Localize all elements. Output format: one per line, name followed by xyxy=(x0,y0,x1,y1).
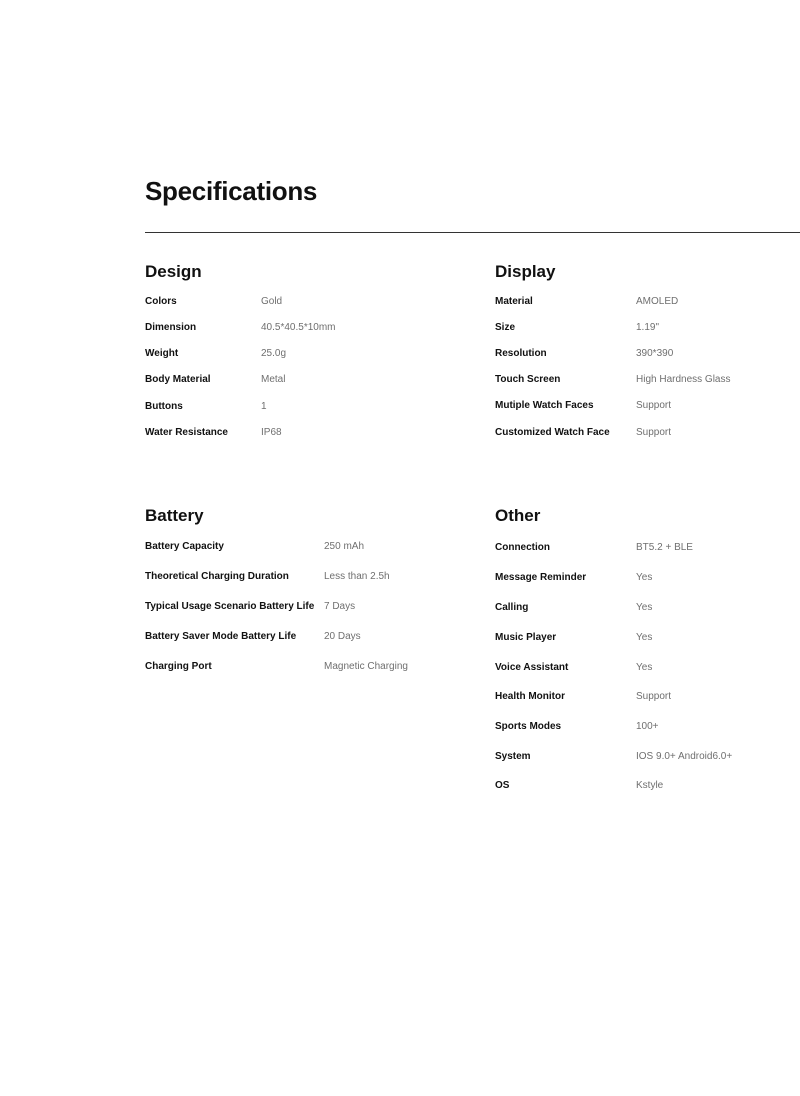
spec-label: Resolution xyxy=(495,348,547,359)
section-battery xyxy=(145,506,465,686)
spec-label: OS xyxy=(495,780,510,791)
spec-label: Battery Capacity xyxy=(145,541,224,552)
spec-value: 250 mAh xyxy=(324,541,365,552)
spec-label: Size xyxy=(495,322,516,333)
spec-value: BT5.2 + BLE xyxy=(636,542,693,553)
spec-value: 7 Days xyxy=(324,601,356,612)
section-design xyxy=(145,262,465,452)
spec-value: Support xyxy=(636,427,672,438)
spec-value: Support xyxy=(636,691,672,702)
spec-label: Body Material xyxy=(145,374,211,385)
spec-label: Music Player xyxy=(495,632,557,643)
page-title: Specifications xyxy=(145,176,318,206)
spec-label: Message Reminder xyxy=(495,572,587,583)
spec-value: 1 xyxy=(261,401,267,412)
spec-label: Calling xyxy=(495,602,529,613)
section-heading-battery: Battery xyxy=(145,506,204,525)
spec-value: IP68 xyxy=(261,427,282,438)
spec-label: Dimension xyxy=(145,322,197,333)
spec-label: Sports Modes xyxy=(495,721,562,732)
spec-label: Material xyxy=(495,296,533,307)
spec-value: Less than 2.5h xyxy=(324,571,390,582)
spec-label: Voice Assistant xyxy=(495,662,569,673)
spec-value: Gold xyxy=(261,296,283,307)
spec-label: Connection xyxy=(495,542,550,553)
spec-value: Metal xyxy=(261,374,286,385)
spec-label: System xyxy=(495,751,531,762)
spec-value: Kstyle xyxy=(636,780,664,791)
spec-label: Theoretical Charging Duration xyxy=(145,571,289,582)
section-other xyxy=(495,506,795,806)
spec-value: IOS 9.0+ Android6.0+ xyxy=(636,751,733,762)
section-heading-display: Display xyxy=(495,262,556,281)
spec-value: 100+ xyxy=(636,721,659,732)
spec-label: Typical Usage Scenario Battery Life xyxy=(145,601,315,612)
spec-label: Charging Port xyxy=(145,661,212,672)
spec-label: Touch Screen xyxy=(495,374,561,385)
spec-value: Yes xyxy=(636,662,653,673)
spec-value: High Hardness Glass xyxy=(636,374,731,385)
spec-label: Buttons xyxy=(145,401,183,412)
title-divider xyxy=(145,232,800,233)
spec-value: Magnetic Charging xyxy=(324,661,408,672)
spec-label: Mutiple Watch Faces xyxy=(495,400,594,411)
spec-label: Water Resistance xyxy=(145,427,228,438)
spec-label: Colors xyxy=(145,296,177,307)
spec-value: Yes xyxy=(636,602,653,613)
spec-value: 20 Days xyxy=(324,631,361,642)
spec-value: 1.19" xyxy=(636,322,660,333)
spec-value: 390*390 xyxy=(636,348,674,359)
spec-value: Yes xyxy=(636,572,653,583)
spec-label: Health Monitor xyxy=(495,691,565,702)
spec-value: 40.5*40.5*10mm xyxy=(261,322,336,333)
spec-value: Support xyxy=(636,400,672,411)
spec-value: 25.0g xyxy=(261,348,287,359)
section-heading-design: Design xyxy=(145,262,202,281)
spec-value: AMOLED xyxy=(636,296,679,307)
section-display xyxy=(495,262,795,452)
spec-label: Battery Saver Mode Battery Life xyxy=(145,631,297,642)
spec-label: Weight xyxy=(145,348,179,359)
spec-value: Yes xyxy=(636,632,653,643)
spec-label: Customized Watch Face xyxy=(495,427,610,438)
section-heading-other: Other xyxy=(495,506,541,525)
